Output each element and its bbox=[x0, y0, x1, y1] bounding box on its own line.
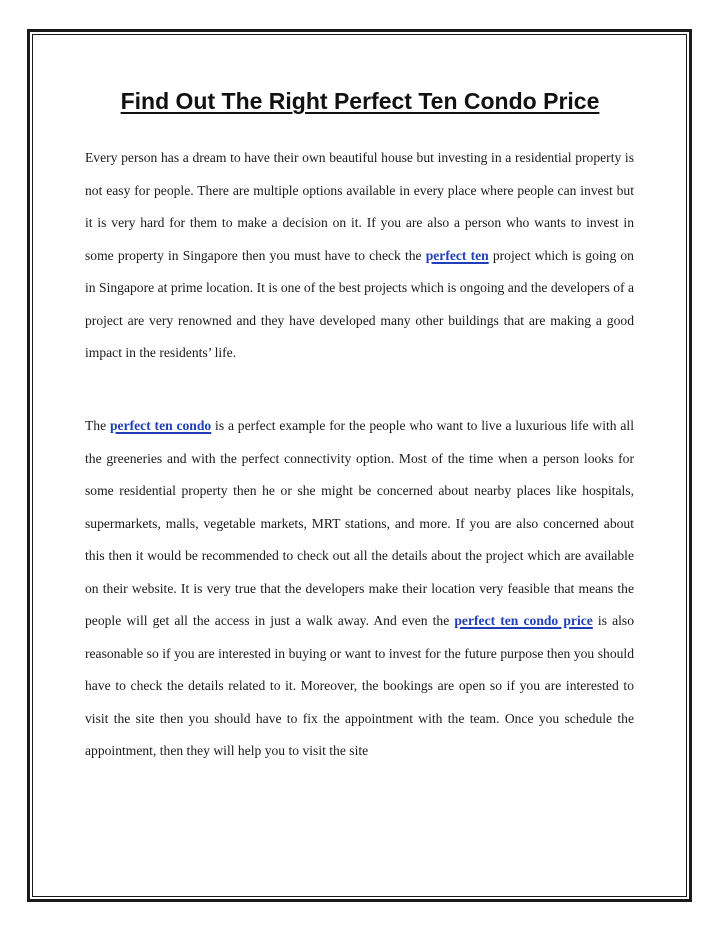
paragraph-2-text-part-3: is also reasonable so if you are interested in buying or want to invest for the future purpose then you should have to check the details related to it. Moreover, the bookings are open so if you are interested to visit the site then you should have to fix the appointment with the team. Once you schedule the appointment, then they will help you to visit the site bbox=[85, 613, 635, 758]
paragraph-1-text-after-link: project which is going on in Singapore at prime location. It is one of the best projects which is ongoing and the developers of a project are very renowned and they have developed many other buildings that are making a good impact in the residents’ life. bbox=[85, 247, 634, 360]
paragraph-1-text-before-link: Every person has a dream to have their own beautiful house but investing in a residential property is not easy for people. There are multiple options available in every place where people can invest but it is very hard for them to make a decision on it. If you are also a person who wants to invest in some property in Singapore then you must have to check the bbox=[85, 150, 634, 263]
paragraph-2-text-part-1: The bbox=[85, 418, 110, 433]
paragraph-2-text-part-2: is a perfect example for the people who want to live a luxurious life with all the greeneries and with the perfect connectivity option. Most of the time when a person looks for some residential property then he or she might be concerned about nearby places like hospitals, supermarkets, malls, vegetable markets, MRT stations, and more. If you are also concerned about this then it would be recommended to check out all the details about the project which are available on their website. It is very true that the developers make their location very feasible that means the people will get all the access in just a walk away. And even the bbox=[85, 418, 634, 628]
link-perfect-ten-condo[interactable]: perfect ten condo bbox=[109, 418, 212, 433]
document-title: Find Out The Right Perfect Ten Condo Price bbox=[120, 88, 600, 114]
paragraph-1 bbox=[85, 142, 634, 370]
link-perfect-ten[interactable]: perfect ten bbox=[425, 247, 489, 263]
paragraph-2 bbox=[85, 410, 634, 768]
link-perfect-ten-condo-price[interactable]: perfect ten condo price bbox=[454, 613, 593, 628]
